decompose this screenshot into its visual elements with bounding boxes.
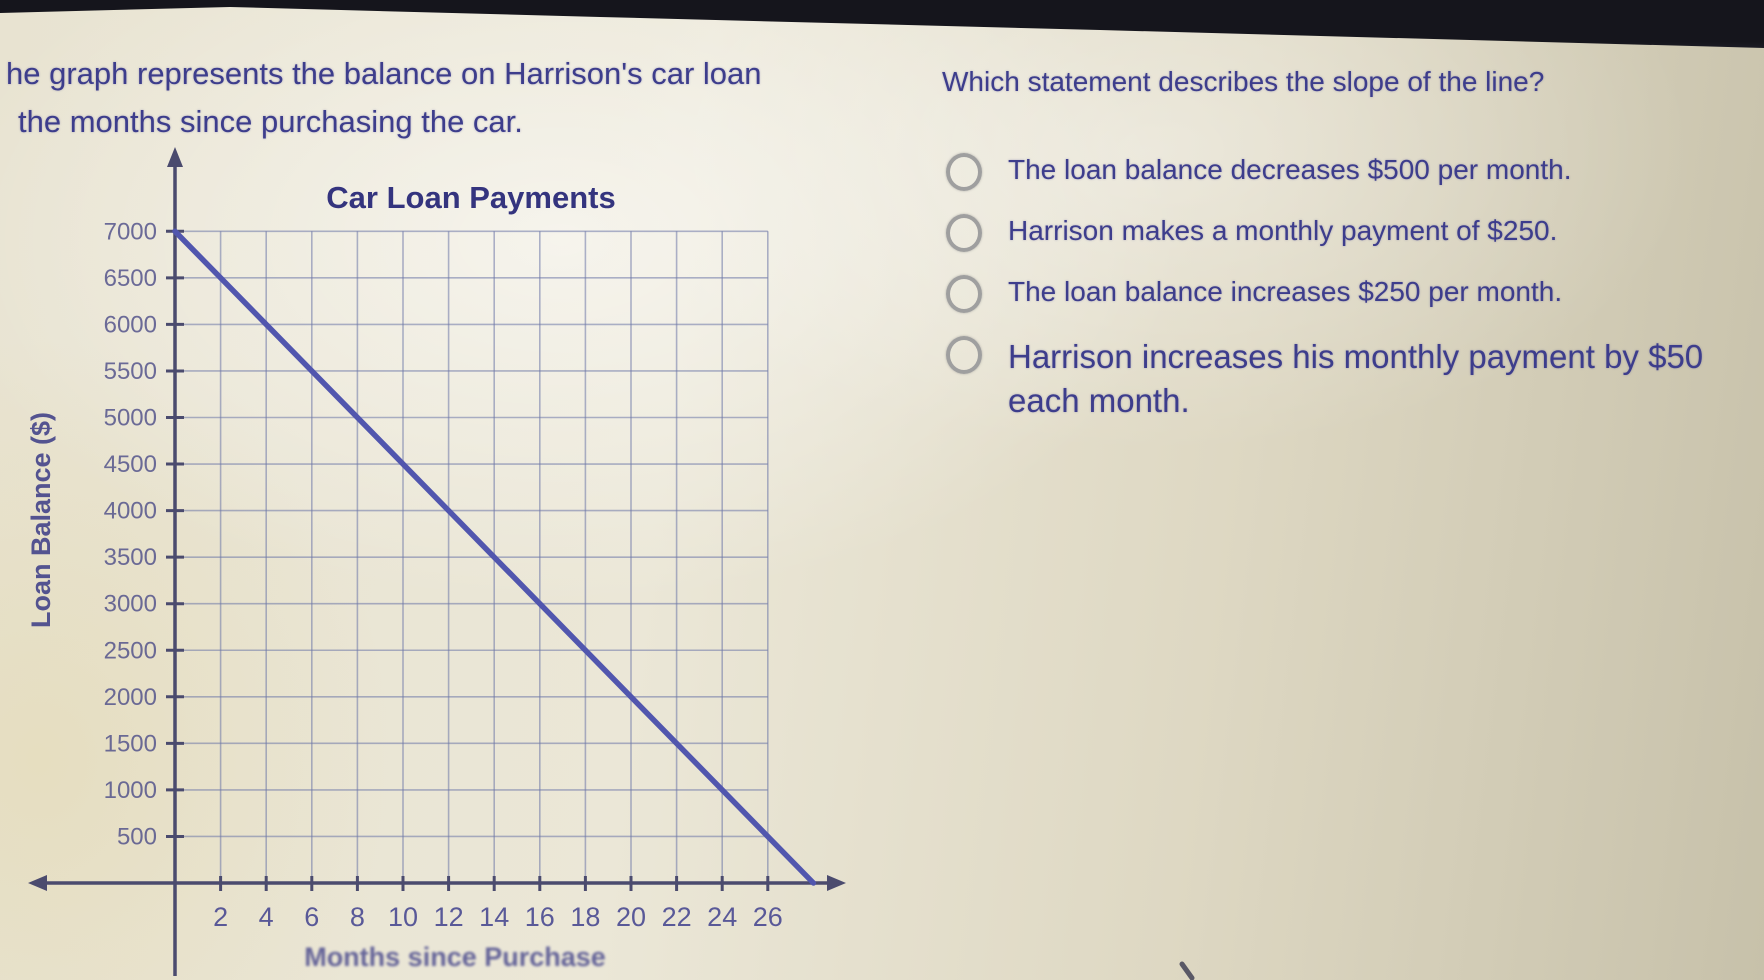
y-tick-label: 3500	[103, 544, 157, 572]
x-tick-label: 2	[213, 902, 229, 932]
x-tick-label: 26	[752, 902, 783, 932]
y-tick-label: 1000	[103, 776, 157, 804]
x-tick-label: 24	[707, 902, 738, 932]
y-tick-label: 4000	[103, 497, 157, 525]
x-tick-label: 10	[387, 902, 419, 932]
y-tick-label: 500	[116, 823, 157, 851]
x-axis-left-arrow	[28, 875, 47, 891]
intro-line-1: he graph represents the balance on Harrison's car loan	[6, 56, 762, 91]
x-tick-label: 22	[661, 902, 692, 932]
y-axis-title: Loan Balance ($)	[26, 411, 56, 629]
y-axis-top-arrow	[167, 147, 183, 167]
y-tick-label: 1500	[103, 730, 157, 758]
y-tick-label: 2000	[103, 683, 157, 711]
y-tick-label: 5500	[103, 357, 157, 385]
y-tick-label: 2500	[103, 637, 157, 665]
x-tick-label: 20	[615, 902, 647, 932]
option-label: The loan balance decreases $500 per month.	[1008, 154, 1572, 185]
x-tick-label: 4	[258, 902, 274, 932]
x-tick-label: 16	[524, 902, 555, 932]
x-tick-label: 6	[304, 902, 320, 932]
x-tick-label: 8	[349, 902, 365, 932]
question-prompt: Which statement describes the slope of the line?	[942, 66, 1545, 97]
pen-mark	[1182, 964, 1192, 978]
intro-line-2: the months since purchasing the car.	[18, 104, 523, 140]
y-tick-label: 7000	[103, 218, 157, 246]
chart-title: Car Loan Payments	[326, 180, 616, 215]
option-label: Harrison increases his monthly payment by $50 each month.	[1008, 338, 1704, 419]
x-tick-label: 18	[570, 902, 601, 932]
x-tick-label: 12	[433, 902, 464, 932]
y-tick-label: 5000	[103, 404, 157, 432]
y-tick-label: 6500	[103, 264, 157, 292]
option-label: Harrison makes a monthly payment of $250.	[1008, 215, 1558, 246]
option-label: The loan balance increases $250 per month.	[1008, 276, 1563, 307]
x-axis-right-arrow	[827, 875, 846, 891]
y-tick-label: 3000	[103, 590, 157, 618]
y-tick-label: 4500	[103, 451, 157, 479]
x-axis-title: Months since Purchase	[304, 942, 606, 972]
y-tick-label: 6000	[103, 311, 157, 339]
x-tick-label: 14	[479, 902, 510, 932]
